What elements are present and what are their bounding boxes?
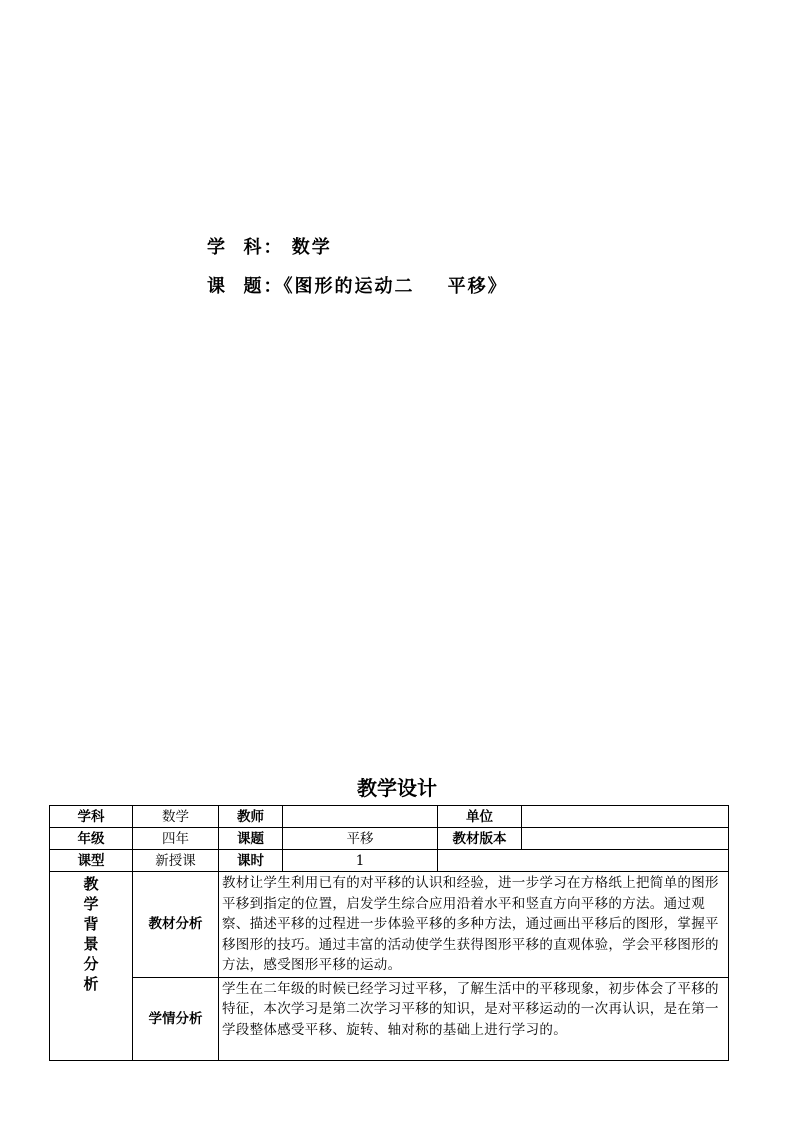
grade-label: 年级 bbox=[50, 828, 133, 850]
type-label: 课型 bbox=[50, 850, 133, 872]
grade-value: 四年 bbox=[133, 828, 219, 850]
student-analysis-text: 学生在二年级的时候已经学习过平移，了解生活中的平移现象，初步体会了平移的特征，本次学习是第二次学习平移的知识，是对平移运动的一次再认识，是在第一学段整体感受平移、旋转、轴对称的基础上进行学习的。 bbox=[219, 977, 729, 1060]
design-table bbox=[49, 805, 729, 1061]
teacher-label: 教师 bbox=[219, 806, 283, 828]
textbook-analysis-text: 教材让学生利用已有的对平移的认识和经验，进一步学习在方格纸上把简单的图形平移到指定的位置，启发学生综合应用沿着水平和竖直方向平移的方法。通过观察、描述平移的过程进一步体验平移的多种方法，通过画出平移后的图形，掌握平移图形的技巧。通过丰富的活动使学生获得图形平移的直观体验，学会平移图形的方法，感受图形平移的运动。 bbox=[219, 872, 729, 978]
period-value: 1 bbox=[283, 850, 438, 872]
teacher-value bbox=[283, 806, 438, 828]
empty-cell bbox=[438, 850, 729, 872]
table-row bbox=[50, 850, 729, 872]
topic-label: 课题 bbox=[219, 828, 283, 850]
edition-value bbox=[522, 828, 729, 850]
table-row bbox=[50, 828, 729, 850]
edition-label: 教材版本 bbox=[438, 828, 522, 850]
background-section-label: 教 学 背 景 分 析 bbox=[50, 872, 133, 1061]
unit-value bbox=[522, 806, 729, 828]
student-analysis-label: 学情分析 bbox=[133, 977, 219, 1060]
type-value: 新授课 bbox=[133, 850, 219, 872]
cover-topic-line: 课 题：《图形的运动二 平移》 bbox=[207, 276, 508, 297]
subject-value: 数学 bbox=[133, 806, 219, 828]
period-label: 课时 bbox=[219, 850, 283, 872]
table-row bbox=[50, 872, 729, 978]
subject-label: 学科 bbox=[50, 806, 133, 828]
cover-subject-line: 学 科： 数学 bbox=[207, 237, 332, 258]
unit-label: 单位 bbox=[438, 806, 522, 828]
textbook-analysis-label: 教材分析 bbox=[133, 872, 219, 978]
topic-value: 平移 bbox=[283, 828, 438, 850]
table-row bbox=[50, 806, 729, 828]
table-row bbox=[50, 977, 729, 1060]
design-title: 教学设计 bbox=[357, 776, 437, 800]
